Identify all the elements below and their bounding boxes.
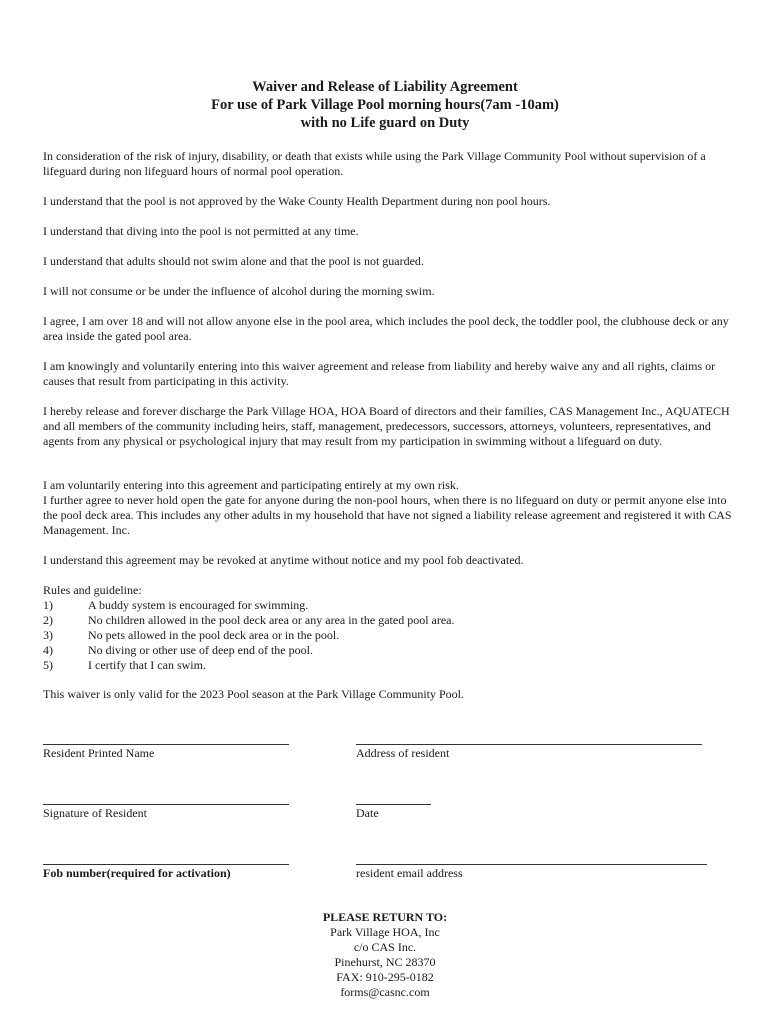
signature-label: Signature of Resident [43, 806, 147, 820]
signature-line[interactable] [43, 804, 289, 805]
return-line-fax: FAX: 910-295-0182 [336, 970, 434, 984]
address-line[interactable] [356, 744, 702, 745]
document-title [0, 78, 770, 132]
email-label: resident email address [356, 866, 463, 880]
return-heading: PLEASE RETURN TO: [322, 910, 448, 924]
paragraph-consideration: In consideration of the risk of injury, disability, or death that exists while using the Park Village Community Pool without supervision of a lifeguard during non lifeguard hours of normal pool operation. [43, 149, 706, 178]
return-line-care-of: c/o CAS Inc. [353, 940, 417, 954]
paragraph-swim-alone: I understand that adults should not swim alone and that the pool is not guarded. [43, 254, 424, 268]
email-line[interactable] [356, 864, 707, 865]
rule-item: 3) No pets allowed in the pool deck area or in the pool. [43, 628, 340, 642]
return-line-company: Park Village HOA, Inc [330, 925, 440, 939]
rule-item: 2) No children allowed in the pool deck area or any area in the gated pool area. [43, 613, 455, 627]
title-line-3: with no Life guard on Duty [300, 115, 470, 131]
date-label: Date [356, 806, 379, 820]
return-line-email: forms@casnc.com [340, 985, 430, 999]
paragraph-age-agreement: I agree, I am over 18 and will not allow anyone else in the pool area, which includes the pool deck, the toddler pool, the clubhouse deck or any area inside the gated pool area. [43, 314, 729, 343]
rule-item: 5) I certify that I can swim. [43, 658, 206, 672]
title-line-1: Waiver and Release of Liability Agreement [252, 79, 518, 95]
paragraph-validity: This waiver is only valid for the 2023 Pool season at the Park Village Community Pool. [43, 687, 465, 701]
paragraph-waive-rights: I am knowingly and voluntarily entering into this waiver agreement and release from liability and hereby waive any and all rights, claims or causes that result from participating in this activity. [43, 359, 716, 388]
printed-name-label: Resident Printed Name [43, 746, 155, 760]
paragraph-alcohol: I will not consume or be under the influence of alcohol during the morning swim. [43, 284, 435, 298]
title-line-2: For use of Park Village Pool morning hours(7am -10am) [211, 97, 559, 113]
paragraph-release: I hereby release and forever discharge the Park Village HOA, HOA Board of directors and their families, CAS Management Inc., AQUATECH and all members of the community including heirs, staff, management, predecessors, successors, attorneys, volunteers, representatives, and agents from any physical or psychological injury that may result from my participation in swimming without a lifeguard on duty. [43, 404, 730, 448]
return-address [0, 910, 770, 1000]
printed-name-line[interactable] [43, 744, 289, 745]
paragraph-health-department: I understand that the pool is not approved by the Wake County Health Department during non pool hours. [43, 194, 551, 208]
rules-heading: Rules and guideline: [43, 583, 142, 597]
paragraph-diving: I understand that diving into the pool is not permitted at any time. [43, 224, 359, 238]
fob-number-label: Fob number(required for activation) [43, 866, 231, 880]
rules-section [43, 583, 733, 673]
paragraph-own-risk: I am voluntarily entering into this agreement and participating entirely at my own risk. I further agree to never hold open the gate for anyone during the non-pool hours, when there is no lifeguard on duty or permit anyone else into the pool deck area. This includes any other adults in my household that have not signed a liability release agreement and registered it with CAS Management. Inc. [43, 478, 732, 537]
fob-number-line[interactable] [43, 864, 289, 865]
paragraph-revocation: I understand this agreement may be revoked at anytime without notice and my pool fob deactivated. [43, 553, 524, 567]
date-line[interactable] [356, 804, 431, 805]
address-label: Address of resident [356, 746, 450, 760]
rule-item: 4) No diving or other use of deep end of the pool. [43, 643, 313, 657]
rule-item: 1) A buddy system is encouraged for swimming. [43, 598, 309, 612]
return-line-city: Pinehurst, NC 28370 [334, 955, 436, 969]
